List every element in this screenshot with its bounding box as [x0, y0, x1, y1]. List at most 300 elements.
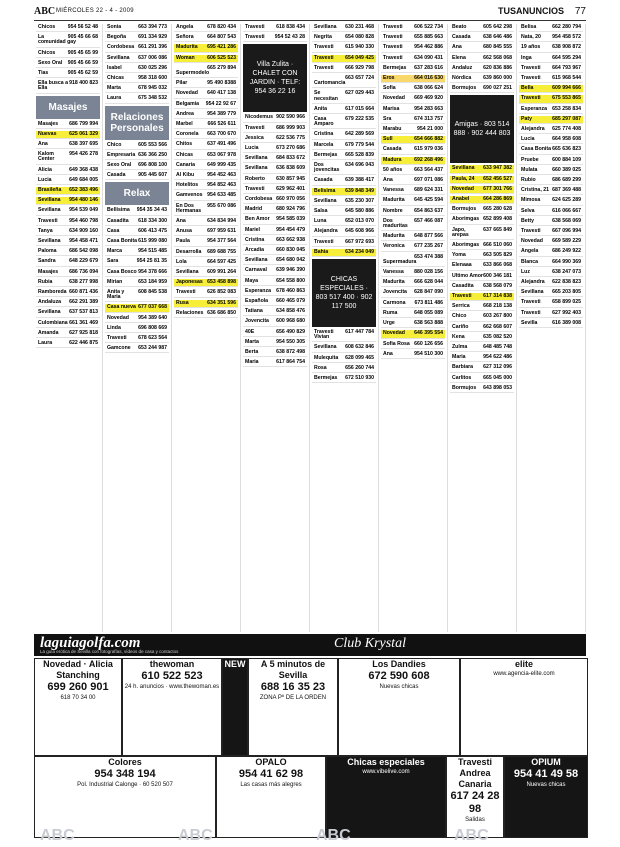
ad-phone[interactable]: 652 456 527	[483, 175, 512, 182]
ad-phone[interactable]: 660 830 045	[276, 247, 305, 254]
ad-phone[interactable]: 664 990 369	[552, 258, 581, 265]
ad-phone[interactable]: 639 946 390	[276, 267, 305, 274]
ad-phone[interactable]: 617 864 754	[276, 359, 305, 366]
column	[34, 24, 103, 632]
ad-phone[interactable]: 645 608 966	[345, 228, 374, 235]
ad-phone[interactable]: 627 992 403	[552, 309, 581, 316]
ad-phone[interactable]: 954 378 666	[138, 268, 167, 275]
ad-phone[interactable]: 679 222 535	[345, 116, 374, 123]
ad-phone[interactable]: 954 585 039	[276, 216, 305, 223]
ad-title: Travesti	[314, 44, 334, 51]
ad-phone[interactable]: 627 312 096	[483, 364, 512, 371]
ad-phone[interactable]: 660 970 056	[276, 196, 305, 203]
ad-phone[interactable]: 608 845 538	[138, 289, 167, 296]
display-ad-phone[interactable]: 672 590 608	[368, 670, 430, 682]
ad-phone[interactable]: 678 820 434	[207, 24, 236, 30]
ad-phone[interactable]: 954 22 92 67	[205, 100, 236, 107]
ad-title: Bermejas	[383, 64, 407, 71]
ad-phone[interactable]: 954 56 52 48	[67, 24, 98, 30]
ad-title: 50 años	[383, 166, 403, 173]
ad-phone[interactable]: 638 872 498	[276, 349, 305, 356]
ad-phone[interactable]: 622 446 875	[69, 340, 98, 347]
ad-phone[interactable]: 954 283 663	[414, 105, 443, 112]
ad-phone[interactable]: 653 244 987	[138, 345, 167, 352]
ad-phone[interactable]: 657 466 087	[414, 217, 443, 224]
ad-phone[interactable]: 645 580 886	[345, 208, 374, 215]
boxed-ad: CHICAS ESPECIALES · 803 517 400 · 902 117 500	[312, 259, 376, 327]
ad-phone[interactable]: 626 852 083	[207, 289, 236, 296]
ad-phone[interactable]: 660 389 025	[552, 166, 581, 173]
ad-phone[interactable]: 954 389 779	[207, 110, 236, 117]
ad-phone[interactable]: 696 808 669	[138, 324, 167, 331]
classified-ad	[381, 95, 445, 103]
classified-ad	[105, 172, 169, 180]
ad-title: Aborimgas	[452, 242, 480, 249]
ad-phone[interactable]: 678 623 564	[138, 335, 167, 342]
ad-phone[interactable]: 642 289 569	[345, 131, 374, 138]
classified-ad	[381, 136, 445, 144]
ad-phone[interactable]: 628 847 090	[414, 289, 443, 296]
ad-phone[interactable]: 664 016 630	[414, 75, 443, 82]
classified-ad	[243, 165, 307, 173]
ad-phone[interactable]: 674 313 757	[414, 115, 443, 122]
display-ad-phone[interactable]: 954 348 194	[94, 768, 156, 780]
ad-phone[interactable]: 615 979 036	[414, 146, 443, 153]
ad-title: Canaria	[176, 161, 196, 168]
ad-phone[interactable]: 640 417 138	[207, 90, 236, 97]
ad-phone[interactable]: 685 297 087	[552, 115, 581, 122]
ad-phone[interactable]: 649 999 435	[207, 161, 236, 168]
ad-phone[interactable]: 600 884 109	[552, 156, 581, 163]
ad-phone[interactable]: 620 836 886	[483, 64, 512, 71]
ad-title: Sandra	[38, 258, 56, 265]
display-ad-phone[interactable]: 954 41 49 58	[513, 768, 579, 780]
ad-phone[interactable]: 680 924 796	[276, 206, 305, 213]
ad-title: Chicas	[107, 75, 125, 82]
ad-phone[interactable]: 615 999 080	[138, 238, 167, 245]
ad-phone[interactable]: 616 389 008	[552, 319, 581, 326]
ad-phone[interactable]: 690 027 251	[483, 85, 512, 92]
ad-phone[interactable]: 679 779 544	[345, 141, 374, 148]
ad-phone[interactable]: 618 334 300	[138, 217, 167, 224]
ad-phone[interactable]: 954 52 43 28	[274, 34, 305, 41]
ad-title: Cristina, 21	[521, 187, 549, 194]
ad-phone[interactable]: 653 258 834	[552, 105, 581, 112]
ad-phone[interactable]: 658 899 025	[552, 299, 581, 306]
ad-title: Cariño	[452, 323, 469, 330]
ad-phone[interactable]: 634 858 476	[276, 308, 305, 315]
ad-phone[interactable]: 905 45 66 68	[67, 34, 98, 41]
ad-phone[interactable]: 617 314 838	[483, 293, 512, 300]
classified-ad	[36, 131, 100, 139]
ad-phone[interactable]: 648 877 566	[414, 233, 443, 240]
classified-ad	[312, 375, 376, 383]
ad-phone[interactable]: 638 277 998	[69, 278, 98, 285]
ad-phone[interactable]: 686 542 098	[69, 248, 98, 255]
ad-phone[interactable]: 645 425 594	[414, 197, 443, 204]
ad-phone[interactable]: 654 863 637	[414, 207, 443, 214]
ad-phone[interactable]: 653 458 898	[207, 279, 236, 286]
ad-phone[interactable]: 638 908 872	[552, 44, 581, 51]
display-ad-phone[interactable]: 617 24 28 98	[450, 790, 500, 815]
classified-ad	[450, 293, 514, 301]
ad-phone[interactable]: 954 539 049	[69, 207, 98, 214]
ad-phone[interactable]: 663 394 773	[138, 24, 167, 30]
ad-phone[interactable]: 634 909 160	[69, 227, 98, 234]
ad-phone[interactable]: 646 395 554	[414, 330, 443, 337]
ad-phone[interactable]: 629 962 401	[276, 185, 305, 192]
ad-phone[interactable]: 648 229 679	[69, 258, 98, 265]
ad-phone[interactable]: 663 505 829	[483, 252, 512, 259]
ad-phone[interactable]: 689 624 331	[414, 187, 443, 194]
ad-phone[interactable]: 954 550 305	[276, 338, 305, 345]
ad-phone[interactable]: 654 080 828	[345, 34, 374, 41]
ad-phone[interactable]: 652 383 496	[69, 187, 98, 194]
ad-phone[interactable]: 660 126 656	[414, 340, 443, 347]
ad-phone[interactable]: 905 445 607	[138, 172, 167, 179]
ad-phone[interactable]: 606 522 734	[414, 24, 443, 30]
ad-phone[interactable]: 664 595 294	[552, 54, 581, 61]
ad-phone[interactable]: 954 633 485	[207, 192, 236, 199]
display-ad	[326, 756, 446, 838]
ad-phone[interactable]: 902 590 966	[276, 114, 305, 121]
ad-phone[interactable]: 954 515 485	[138, 248, 167, 255]
ad-phone[interactable]: 661 361 469	[69, 319, 98, 326]
ad-phone[interactable]: 630 025 296	[138, 64, 167, 71]
ad-title: Urge	[383, 320, 395, 327]
ad-phone[interactable]: 954 25 81 35	[136, 258, 167, 265]
classified-ad	[519, 136, 583, 144]
ad-phone[interactable]: 880 028 156	[414, 269, 443, 276]
classified-ad	[174, 269, 238, 277]
ad-phone[interactable]: 918 400 823	[69, 80, 98, 87]
ad-phone[interactable]: 958 318 600	[138, 75, 167, 82]
ad-phone[interactable]: 662 568 068	[483, 54, 512, 61]
ad-phone[interactable]: 638 247 073	[552, 268, 581, 275]
ad-phone[interactable]: 667 972 693	[345, 238, 374, 245]
classified-ad	[36, 238, 100, 246]
ad-phone[interactable]: 639 848 349	[345, 187, 374, 194]
ad-phone[interactable]: 634 090 431	[414, 54, 443, 61]
classified-ad	[105, 228, 169, 236]
ad-phone[interactable]: 603 267 800	[483, 313, 512, 320]
ad-phone[interactable]: 954 458 572	[552, 34, 581, 41]
ad-phone[interactable]: 666 628 044	[414, 279, 443, 286]
classified-ad	[174, 289, 238, 297]
ad-phone[interactable]: 954 462 886	[414, 44, 443, 51]
ad-phone[interactable]: 663 564 437	[414, 166, 443, 173]
ad-phone[interactable]: 638 568 079	[483, 282, 512, 289]
ad-title: Coronela	[176, 131, 199, 138]
ad-title: Jovencita	[383, 289, 407, 296]
ad-phone[interactable]: 660 465 079	[276, 298, 305, 305]
ad-phone[interactable]: 691 334 929	[138, 34, 167, 41]
classified-ad	[450, 34, 514, 42]
ad-phone[interactable]: 686 249 922	[552, 248, 581, 255]
classified-ad	[312, 90, 376, 103]
ad-phone[interactable]: 615 940 330	[345, 44, 374, 51]
ad-phone[interactable]: 665 045 000	[483, 374, 512, 381]
ad-phone[interactable]: 678 945 032	[138, 85, 167, 92]
classified-ad	[105, 142, 169, 150]
ad-phone[interactable]: 653 184 959	[138, 278, 167, 285]
ad-phone[interactable]: 608 632 846	[345, 344, 374, 351]
ad-phone[interactable]: 954 480 146	[69, 197, 98, 204]
ad-title: Sevillana	[314, 344, 337, 351]
ad-phone[interactable]: 636 838 609	[276, 165, 305, 172]
ad-phone[interactable]: 665 279 894	[207, 64, 236, 71]
ad-phone[interactable]: 677 301 766	[483, 185, 512, 192]
ad-phone[interactable]: 667 096 994	[552, 228, 581, 235]
ad-phone[interactable]: 664 793 967	[552, 64, 581, 71]
ad-phone[interactable]: 648 055 089	[414, 309, 443, 316]
ad-phone[interactable]: 617 447 784	[345, 329, 374, 336]
ad-phone[interactable]: 634 351 596	[207, 299, 236, 306]
ad-phone[interactable]: 618 838 434	[276, 24, 305, 30]
ad-title: Madrid	[245, 206, 263, 213]
ad-phone[interactable]: 654 666 882	[414, 136, 443, 143]
ad-phone[interactable]: 954 21 000	[417, 126, 443, 133]
ad-phone[interactable]: 677 037 668	[138, 304, 167, 311]
ad-phone[interactable]: 638 646 486	[483, 34, 512, 41]
ad-phone[interactable]: 630 231 468	[345, 24, 374, 30]
ad-phone[interactable]: 635 230 307	[345, 197, 374, 204]
ad-phone[interactable]: 606 413 475	[138, 227, 167, 234]
ad-phone[interactable]: 652 013 070	[345, 218, 374, 225]
classified-ad	[105, 345, 169, 353]
ad-phone[interactable]: 637 006 086	[138, 54, 167, 61]
ad-phone[interactable]: 605 553 566	[138, 141, 167, 148]
ad-phone[interactable]: 666 510 060	[483, 242, 512, 249]
ad-phone[interactable]: 654 680 042	[276, 257, 305, 264]
display-ad	[504, 756, 588, 838]
ad-phone[interactable]: 954 852 463	[207, 182, 236, 189]
classified-ad	[312, 355, 376, 363]
ad-title: Mimosa	[521, 197, 541, 204]
ad-phone[interactable]: 665 636 823	[552, 146, 581, 153]
display-ad-phone[interactable]: 954 41 62 98	[238, 768, 304, 780]
ad-phone[interactable]: 634 234 049	[345, 248, 374, 255]
ad-phone[interactable]: 905 45 66 59	[67, 59, 98, 66]
ad-title: Travesti	[314, 54, 334, 61]
ad-phone[interactable]: 666 929 798	[345, 64, 374, 71]
ad-phone[interactable]: 665 280 628	[483, 206, 512, 213]
ad-title: Sevillana	[314, 24, 337, 30]
classified-ad	[105, 325, 169, 333]
ad-phone[interactable]: 686 736 094	[69, 268, 98, 275]
ad-phone[interactable]: 954 377 564	[207, 238, 236, 245]
ad-phone[interactable]: 630 857 945	[276, 175, 305, 182]
ad-phone[interactable]: 686 689 299	[552, 177, 581, 184]
ad-phone[interactable]: 617 015 664	[345, 105, 374, 112]
ad-phone[interactable]: 662 280 794	[552, 24, 581, 30]
ad-phone[interactable]: 600 968 680	[276, 318, 305, 325]
classified-ad	[174, 121, 238, 129]
ad-phone[interactable]: 605 642 298	[483, 24, 512, 30]
ad-phone[interactable]: 638 066 624	[414, 85, 443, 92]
ad-phone[interactable]: 625 061 329	[69, 130, 98, 137]
ad-phone[interactable]: 684 833 672	[276, 155, 305, 162]
ad-phone[interactable]: 954 460 798	[69, 217, 98, 224]
classified-ad	[381, 269, 445, 277]
ad-title: Supermodelo	[176, 70, 210, 77]
ad-phone[interactable]: 634 696 043	[345, 162, 374, 169]
display-ad-phone[interactable]: 688 16 35 23	[260, 681, 326, 693]
ad-phone[interactable]: 628 099 465	[345, 354, 374, 361]
ad-phone[interactable]: 669 469 920	[414, 95, 443, 102]
ad-phone[interactable]: 638 397 695	[69, 141, 98, 148]
ad-phone[interactable]: 673 811 486	[414, 299, 443, 306]
ad-phone[interactable]: 664 807 543	[207, 34, 236, 41]
ad-phone[interactable]: 954 510 300	[414, 350, 443, 357]
ad-phone[interactable]: 662 291 389	[69, 299, 98, 306]
ad-phone[interactable]: 637 491 496	[207, 141, 236, 148]
ad-phone[interactable]: 666 526 611	[207, 121, 236, 128]
display-ad-phone[interactable]: 610 522 523	[141, 670, 203, 682]
ad-title: Ana	[176, 218, 186, 225]
ad-phone[interactable]: 622 838 823	[552, 279, 581, 286]
classified-ad	[519, 218, 583, 226]
ad-phone[interactable]: 648 485 748	[483, 344, 512, 351]
ad-title: Ultimo Amor	[452, 272, 483, 279]
classified-ad	[36, 289, 100, 297]
ad-phone[interactable]: 655 885 663	[414, 34, 443, 41]
ad-phone[interactable]: 697 071 086	[414, 177, 443, 184]
ad-phone[interactable]: 662 668 607	[483, 323, 512, 330]
ad-phone[interactable]: 615 968 544	[552, 75, 581, 82]
ad-phone[interactable]: 664 958 608	[552, 136, 581, 143]
ad-phone[interactable]: 955 670 086	[207, 202, 236, 209]
ad-phone[interactable]: 678 460 863	[276, 287, 305, 294]
ad-phone[interactable]: 687 369 488	[552, 187, 581, 194]
ad-phone[interactable]: 95 490 8388	[207, 80, 236, 87]
ad-phone[interactable]: 668 218 138	[483, 303, 512, 310]
ad-phone[interactable]: 663 700 670	[207, 131, 236, 138]
classified-ad	[243, 318, 307, 326]
ad-title: Empresaria	[107, 151, 136, 158]
ad-phone[interactable]: 954 389 640	[138, 314, 167, 321]
ad-phone[interactable]: 677 235 267	[414, 243, 443, 250]
display-ad-title: Chicas especiales	[347, 757, 425, 767]
ad-phone[interactable]: 633 866 068	[483, 262, 512, 269]
ad-phone[interactable]: 954 458 471	[69, 238, 98, 245]
ad-phone[interactable]: 663 662 938	[276, 236, 305, 243]
ad-phone[interactable]: 600 346 181	[483, 272, 512, 279]
ad-phone[interactable]: 637 537 813	[69, 309, 98, 316]
ad-title: Lola	[176, 258, 187, 265]
ad-phone[interactable]: 622 536 775	[276, 134, 305, 141]
ad-phone[interactable]: 627 925 818	[69, 329, 98, 336]
ad-phone[interactable]: 665 203 805	[552, 289, 581, 296]
classified-ad	[105, 238, 169, 246]
ad-phone[interactable]: 954 35 34 43	[136, 207, 167, 214]
ad-phone[interactable]: 954 454 479	[276, 226, 305, 233]
ad-phone[interactable]: 606 525 523	[207, 54, 236, 61]
ad-title: Alejandra	[521, 279, 545, 286]
ad-title: Selva	[521, 207, 535, 214]
ad-phone[interactable]: 675 553 865	[552, 95, 581, 102]
ad-phone[interactable]: 664 286 869	[483, 196, 512, 203]
ad-phone[interactable]: 672 510 930	[345, 375, 374, 382]
ad-phone[interactable]: 656 490 829	[276, 328, 305, 335]
ad-phone[interactable]: 653 067 978	[207, 151, 236, 158]
ad-title: Española	[245, 298, 269, 305]
ad-phone[interactable]: 954 426 278	[69, 151, 98, 158]
ad-phone[interactable]: 661 291 396	[138, 44, 167, 51]
classified-ad	[450, 262, 514, 270]
ad-phone[interactable]: 624 625 289	[552, 197, 581, 204]
ad-phone[interactable]: 656 260 744	[345, 364, 374, 371]
ad-phone[interactable]: 680 845 555	[483, 44, 512, 51]
ad-phone[interactable]: 649 684 005	[69, 176, 98, 183]
ad-phone[interactable]: 627 029 443	[345, 90, 374, 97]
ad-phone[interactable]: 625 774 408	[552, 126, 581, 133]
ad-phone[interactable]: 649 368 438	[69, 166, 98, 173]
ad-phone[interactable]: 669 589 229	[552, 238, 581, 245]
ad-phone[interactable]: 660 871 436	[69, 289, 98, 296]
watermark: ABC	[316, 827, 351, 844]
ad-title: Chico	[107, 141, 122, 148]
ad-phone[interactable]: 654 558 800	[276, 277, 305, 284]
ad-phone[interactable]: 905 45 62 59	[67, 70, 98, 77]
ad-phone[interactable]: 636 686 850	[207, 309, 236, 316]
display-ad	[446, 756, 504, 838]
ad-phone[interactable]: 664 597 425	[207, 258, 236, 265]
ad-phone[interactable]: 695 421 286	[207, 44, 236, 51]
ad-phone[interactable]: 635 082 520	[483, 333, 512, 340]
ad-phone[interactable]: 637 665 849	[483, 226, 512, 233]
ad-phone[interactable]: 609 994 666	[552, 85, 581, 92]
ad-phone[interactable]: 633 947 382	[483, 165, 512, 172]
ad-title: Travesti	[383, 34, 403, 41]
ad-phone[interactable]: 696 808 100	[138, 162, 167, 169]
ad-phone[interactable]: 636 366 250	[138, 151, 167, 158]
ad-title: Sevillana	[452, 165, 475, 172]
ad-phone[interactable]: 652 899 408	[483, 216, 512, 223]
ad-phone[interactable]: 638 563 888	[414, 320, 443, 327]
ad-phone[interactable]: 654 049 425	[345, 54, 374, 61]
ad-phone[interactable]: 905 45 65 99	[67, 49, 98, 56]
classified-ad	[519, 228, 583, 236]
ad-phone[interactable]: 638 568 069	[552, 217, 581, 224]
ad-phone[interactable]: 634 834 994	[207, 218, 236, 225]
ad-phone[interactable]: 673 270 686	[276, 145, 305, 152]
ad-phone[interactable]: 639 388 417	[345, 177, 374, 184]
ad-phone[interactable]: 639 860 000	[483, 75, 512, 82]
promo-site[interactable]: laguiagolfa.com	[40, 635, 141, 651]
ad-phone[interactable]: 954 622 486	[483, 354, 512, 361]
ad-phone[interactable]: 697 959 631	[207, 228, 236, 235]
ad-phone[interactable]: 675 348 532	[138, 95, 167, 102]
ad-phone[interactable]: 692 268 496	[414, 156, 443, 163]
ad-title: Jovencita	[245, 318, 269, 325]
ad-phone[interactable]: 665 528 839	[345, 151, 374, 158]
ad-phone[interactable]: 954 452 463	[207, 172, 236, 179]
ad-phone[interactable]: 609 991 264	[207, 269, 236, 276]
ad-phone[interactable]: 686 999 903	[276, 124, 305, 131]
ad-phone[interactable]: 686 799 994	[69, 120, 98, 127]
ad-title: Travesti	[521, 95, 541, 102]
ad-phone[interactable]: 663 657 724	[345, 75, 374, 82]
ad-title: Ana	[38, 141, 48, 148]
ad-phone[interactable]: 643 898 053	[483, 384, 512, 391]
ad-phone[interactable]: 689 688 755	[207, 248, 236, 255]
ad-phone[interactable]: 653 474 388	[414, 253, 443, 260]
ad-phone[interactable]: 616 066 667	[552, 207, 581, 214]
display-ad-phone[interactable]: 699 260 901	[47, 681, 109, 693]
ad-phone[interactable]: 637 283 616	[414, 64, 443, 71]
classified-ad	[36, 269, 100, 277]
